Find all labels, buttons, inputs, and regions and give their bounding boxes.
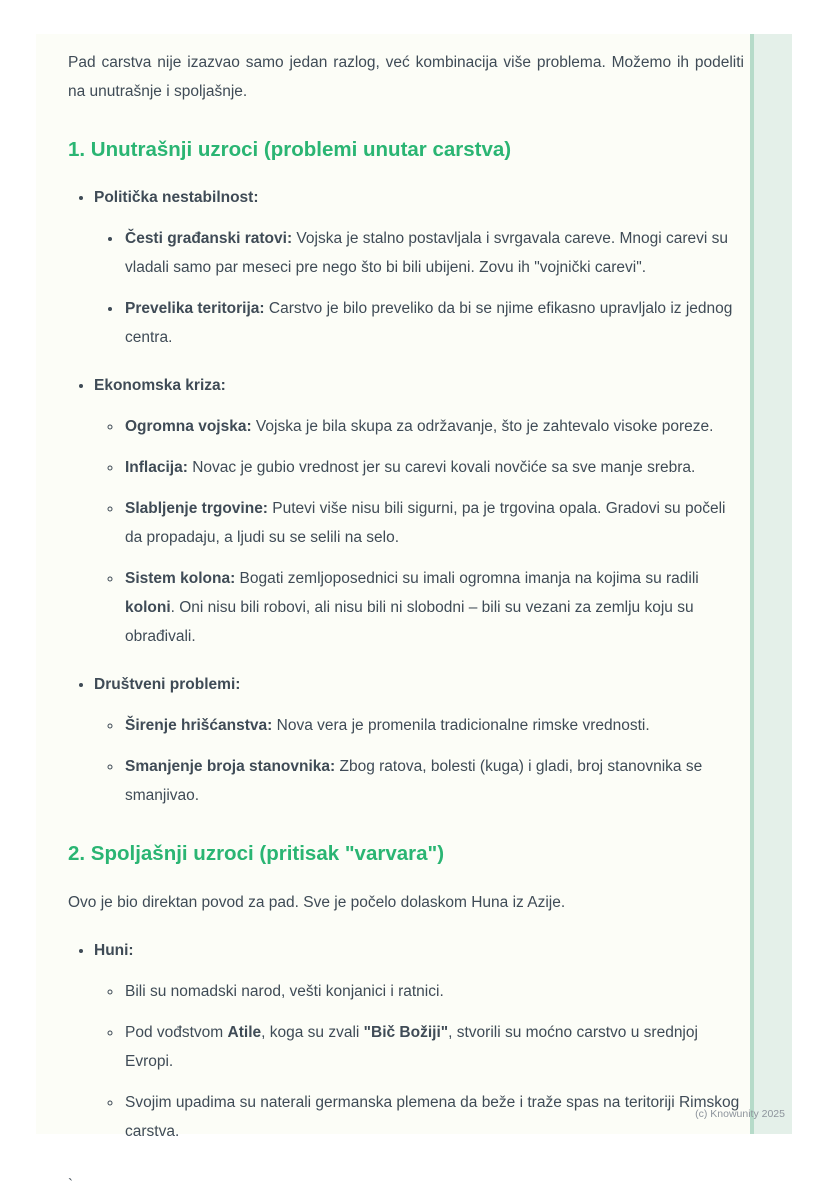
- list-group: [94, 183, 744, 352]
- document-page: [36, 34, 792, 1193]
- list-item: [123, 294, 744, 352]
- copyright-note: (c) Knowunity 2025: [695, 1108, 785, 1120]
- sub-list: [94, 224, 744, 352]
- bold-text: koloni: [125, 599, 171, 616]
- bullet-list: [68, 936, 744, 1146]
- group-title: Ekonomska kriza:: [94, 377, 226, 394]
- list-item: [123, 711, 744, 740]
- text-segment: Putevi više nisu bili sigurni, pa je trgovina opala. Gradovi su počeli da propadaju, a ljudi su se selili na selo.: [125, 500, 726, 546]
- group-title: Društveni problemi:: [94, 676, 241, 693]
- bold-text: Atile: [227, 1024, 262, 1041]
- list-item: [123, 494, 744, 552]
- text-segment: Bogati zemljoposednici su imali ogromna imanja na kojima su radili: [235, 570, 699, 587]
- intro-paragraph: Pad carstva nije izazvao samo jedan razlog, već kombinacija više problema. Možemo ih podeliti na unutrašnje i spoljašnje.: [68, 54, 744, 100]
- list-item: [123, 453, 744, 482]
- bold-text: Česti građanski ratovi:: [125, 230, 293, 247]
- bold-text: Sistem kolona:: [125, 570, 236, 587]
- text-segment: Vojska je bila skupa za održavanje, što je zahtevalo visoke poreze.: [251, 418, 714, 435]
- list-group: [94, 936, 744, 1146]
- bold-text: Ogromna vojska:: [125, 418, 252, 435]
- text-segment: Svojim upadima su naterali germanska plemena da beže i traže spas na teritoriji Rimskog carstva.: [125, 1094, 740, 1140]
- group-title: Politička nestabilnost:: [94, 189, 259, 206]
- sub-list: [94, 711, 744, 810]
- bold-text: Inflacija:: [125, 459, 188, 476]
- section-lead: Ovo je bio direktan povod za pad. Sve je počelo dolaskom Huna iz Azije.: [68, 894, 566, 911]
- sub-list: [94, 412, 744, 651]
- list-item: [123, 977, 744, 1006]
- text-segment: . Oni nisu bili robovi, ali nisu bili ni slobodni – bili su vezani za zemlju koju su obrađivali.: [125, 599, 694, 645]
- bold-text: Slabljenje trgovine:: [125, 500, 268, 517]
- section-heading: 2. Spoljašnji uzroci (pritisak "varvara"): [68, 842, 445, 865]
- text-segment: , stvorili su moćno carstvo u srednjoj Evropi.: [125, 1024, 698, 1070]
- bold-text: Prevelika teritorija:: [125, 300, 265, 317]
- list-item: [123, 224, 744, 282]
- bold-text: Širenje hrišćanstva:: [125, 717, 273, 734]
- text-segment: Carstvo je bilo preveliko da bi se njime efikasno upravljalo iz jednog centra.: [125, 300, 733, 346]
- bold-text: Smanjenje broja stanovnika:: [125, 758, 336, 775]
- bold-text: "Bič Božiji": [363, 1024, 449, 1041]
- list-item: [123, 1018, 744, 1076]
- text-segment: Nova vera je promenila tradicionalne rimske vrednosti.: [272, 717, 650, 734]
- text-segment: Pod vođstvom: [125, 1024, 228, 1041]
- section-heading: 1. Unutrašnji uzroci (problemi unutar carstva): [68, 138, 512, 161]
- text-segment: Vojska je stalno postavljala i svrgavala careve. Mnogi carevi su vladali samo par meseci pre nego što bi bili ubijeni. Zovu ih "vojnički carevi".: [125, 230, 729, 276]
- page-accent-bar: [750, 34, 792, 1134]
- sub-list: [94, 977, 744, 1146]
- list-item: [123, 1088, 744, 1146]
- text-segment: Zbog ratova, bolesti (kuga) i gladi, broj stanovnika se smanjivao.: [125, 758, 703, 804]
- text-segment: Bili su nomadski narod, vešti konjanici i ratnici.: [125, 983, 444, 1000]
- document-content: [68, 42, 744, 1199]
- list-item: [123, 412, 744, 441]
- list-item: [123, 564, 744, 651]
- list-group: [94, 371, 744, 651]
- list-group: [94, 670, 744, 810]
- group-title: Huni:: [94, 942, 134, 959]
- stray-character: `: [68, 1176, 73, 1193]
- list-item: [123, 752, 744, 810]
- sections-container: [68, 136, 744, 1146]
- bullet-list: [68, 183, 744, 810]
- text-segment: , koga su zvali: [261, 1024, 364, 1041]
- text-segment: Novac je gubio vrednost jer su carevi kovali novčiće sa sve manje srebra.: [187, 459, 696, 476]
